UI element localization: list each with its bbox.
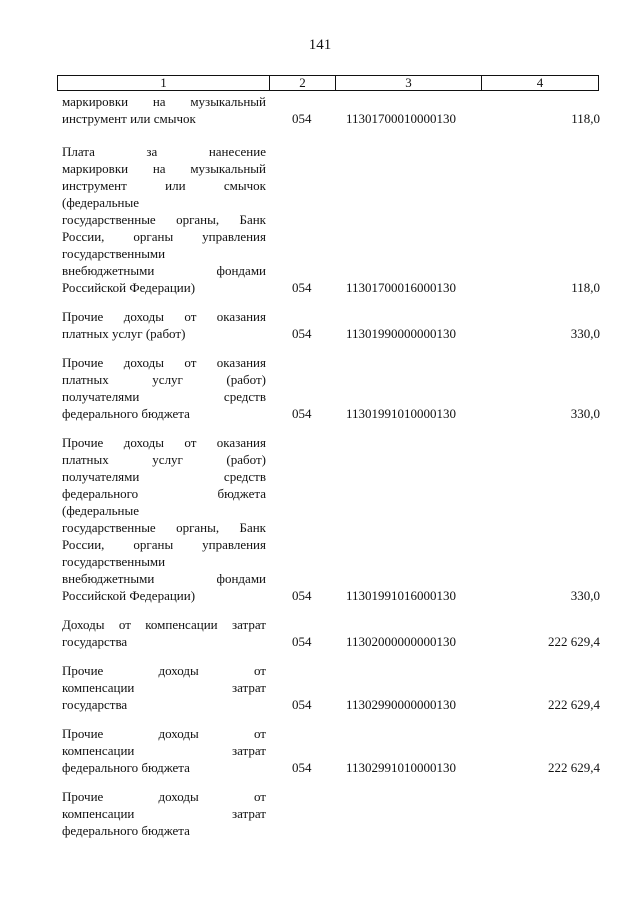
row-name-line: государственными (62, 554, 166, 569)
row-code: 054 (292, 111, 312, 126)
table-row (62, 308, 602, 342)
table-row (62, 354, 602, 422)
row-kbk: 11301990000000130 (346, 326, 457, 341)
row-name-line: России, органы управления (62, 229, 266, 244)
row-name (62, 662, 266, 713)
row-name (62, 434, 266, 604)
row-name (62, 93, 266, 127)
row-name-line: внебюджетными фондами (62, 263, 266, 278)
row-amount: 118,0 (571, 111, 600, 126)
row-name-line: маркировки на музыкальный (62, 161, 266, 176)
row-name-line: платных услуг (работ) (62, 452, 266, 467)
row-name-line: государства (62, 697, 128, 712)
table-row (62, 662, 602, 713)
row-name-line: платных услуг (работ) (62, 372, 266, 387)
row-code: 054 (292, 634, 312, 649)
row-name-line: инструмент или смычок (62, 111, 196, 126)
header-col-3: 3 (335, 76, 481, 90)
row-name-line: получателями средств (62, 389, 266, 404)
row-name-line: федерального бюджета (62, 823, 190, 838)
row-amount: 118,0 (571, 280, 600, 295)
row-name-line: государственными (62, 246, 166, 261)
row-code: 054 (292, 588, 312, 603)
row-name-line: государственные органы, Банк (62, 520, 266, 535)
row-name-line: компенсации затрат (62, 680, 266, 695)
row-name-line: Российской Федерации) (62, 588, 196, 603)
row-name (62, 788, 266, 839)
table-row (62, 93, 602, 127)
row-name-line: платных услуг (работ) (62, 326, 186, 341)
row-name-line: внебюджетными фондами (62, 571, 266, 586)
row-code: 054 (292, 760, 312, 775)
row-kbk: 11302000000000130 (346, 634, 457, 649)
table-row (62, 616, 602, 650)
row-name-line: Плата за нанесение (62, 144, 266, 159)
table-row (62, 725, 602, 776)
row-amount: 222 629,4 (548, 697, 600, 712)
row-amount: 330,0 (570, 326, 600, 341)
table-header (57, 75, 599, 91)
row-code: 054 (292, 697, 312, 712)
row-name-line: федерального бюджета (62, 486, 266, 501)
table-row (62, 434, 602, 604)
row-name-line: Прочие доходы от (62, 789, 266, 804)
row-kbk: 11301991010000130 (346, 406, 457, 421)
row-name-line: России, органы управления (62, 537, 266, 552)
row-name (62, 354, 266, 422)
row-name (62, 616, 266, 650)
row-amount: 222 629,4 (548, 760, 600, 775)
page-number: 141 (308, 37, 332, 53)
row-name-line: (федеральные (62, 195, 139, 210)
row-kbk: 11301700016000130 (346, 280, 457, 295)
row-name-line: инструмент или смычок (62, 178, 266, 193)
row-kbk: 11301991016000130 (346, 588, 457, 603)
row-name-line: Доходы от компенсации затрат (62, 617, 266, 632)
row-kbk: 11302990000000130 (346, 697, 457, 712)
header-col-2: 2 (269, 76, 335, 90)
row-name-line: Прочие доходы от оказания (62, 435, 266, 450)
table-row (62, 788, 602, 839)
row-name-line: Прочие доходы от (62, 663, 266, 678)
row-name-line: федерального бюджета (62, 760, 190, 775)
row-name-line: маркировки на музыкальный (62, 94, 266, 109)
row-name-line: федерального бюджета (62, 406, 190, 421)
row-name-line: государственные органы, Банк (62, 212, 266, 227)
row-name-line: Прочие доходы от (62, 726, 266, 741)
row-amount: 330,0 (570, 588, 600, 603)
row-name-line: компенсации затрат (62, 743, 266, 758)
row-name (62, 308, 266, 342)
row-name-line: Прочие доходы от оказания (62, 309, 266, 324)
row-name (62, 725, 266, 776)
row-amount: 330,0 (570, 406, 600, 421)
row-kbk: 11301700010000130 (346, 111, 457, 126)
header-col-1: 1 (160, 75, 167, 90)
row-amount: 222 629,4 (548, 634, 600, 649)
row-code: 054 (292, 326, 312, 341)
header-col-4: 4 (481, 76, 598, 90)
row-name (62, 143, 266, 296)
row-name-line: государства (62, 634, 128, 649)
row-name-line: Российской Федерации) (62, 280, 196, 295)
row-name-line: получателями средств (62, 469, 266, 484)
row-name-line: Прочие доходы от оказания (62, 355, 266, 370)
row-kbk: 11302991010000130 (346, 760, 457, 775)
row-name-line: компенсации затрат (62, 806, 266, 821)
table-body (62, 93, 602, 851)
table-row (62, 143, 602, 296)
row-name-line: (федеральные (62, 503, 139, 518)
row-code: 054 (292, 406, 312, 421)
row-code: 054 (292, 280, 312, 295)
